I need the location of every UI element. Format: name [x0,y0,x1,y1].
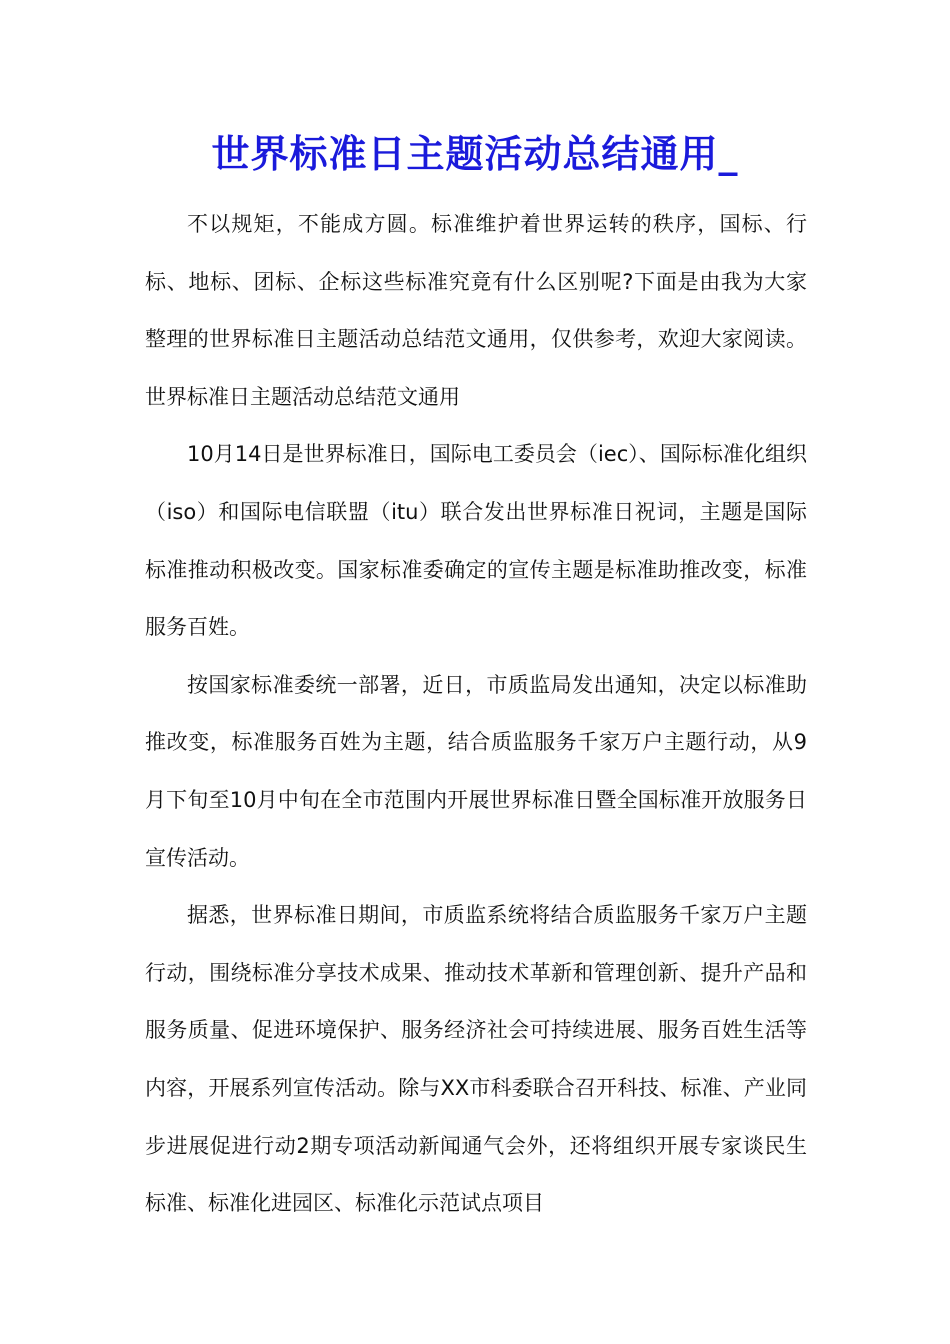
document-body [145,196,807,1233]
paragraph-deployment: 按国家标准委统一部署，近日，市质监局发出通知，决定以标准助推改变，标准服务百姓为主题，结合质监服务千家万户主题行动，从9月下旬至10月中旬在全市范围内开展世界标准日暨全国标准开放服务日宣传活动。 [145,672,807,870]
paragraph-world-standards-day: 10月14日是世界标准日，国际电工委员会（iec）、国际标准化组织（iso）和国际电信联盟（itu）联合发出世界标准日祝词，主题是国际标准推动积极改变。国家标准委确定的宣传主题是标准助推改变，标准服务百姓。 [145,442,807,640]
paragraph-activities: 据悉，世界标准日期间，市质监系统将结合质监服务千家万户主题行动，围绕标准分享技术成果、推动技术革新和管理创新、提升产品和服务质量、促进环境保护、服务经济社会可持续进展、服务百姓生活等内容，开展系列宣传活动。除与XX市科委联合召开科技、标准、产业同步进展促进行动2期专项活动新闻通气会外，还将组织开展专家谈民生标准、标准化进园区、标准化示范试点项目 [145,903,807,1216]
document-title: 世界标准日主题活动总结通用_ [211,131,739,176]
paragraph-intro: 不以规矩，不能成方圆。标准维护着世界运转的秩序，国标、行标、地标、团标、企标这些标准究竟有什么区别呢?下面是由我为大家整理的世界标准日主题活动总结范文通用，仅供参考，欢迎大家阅读。世界标准日主题活动总结范文通用 [145,212,807,409]
